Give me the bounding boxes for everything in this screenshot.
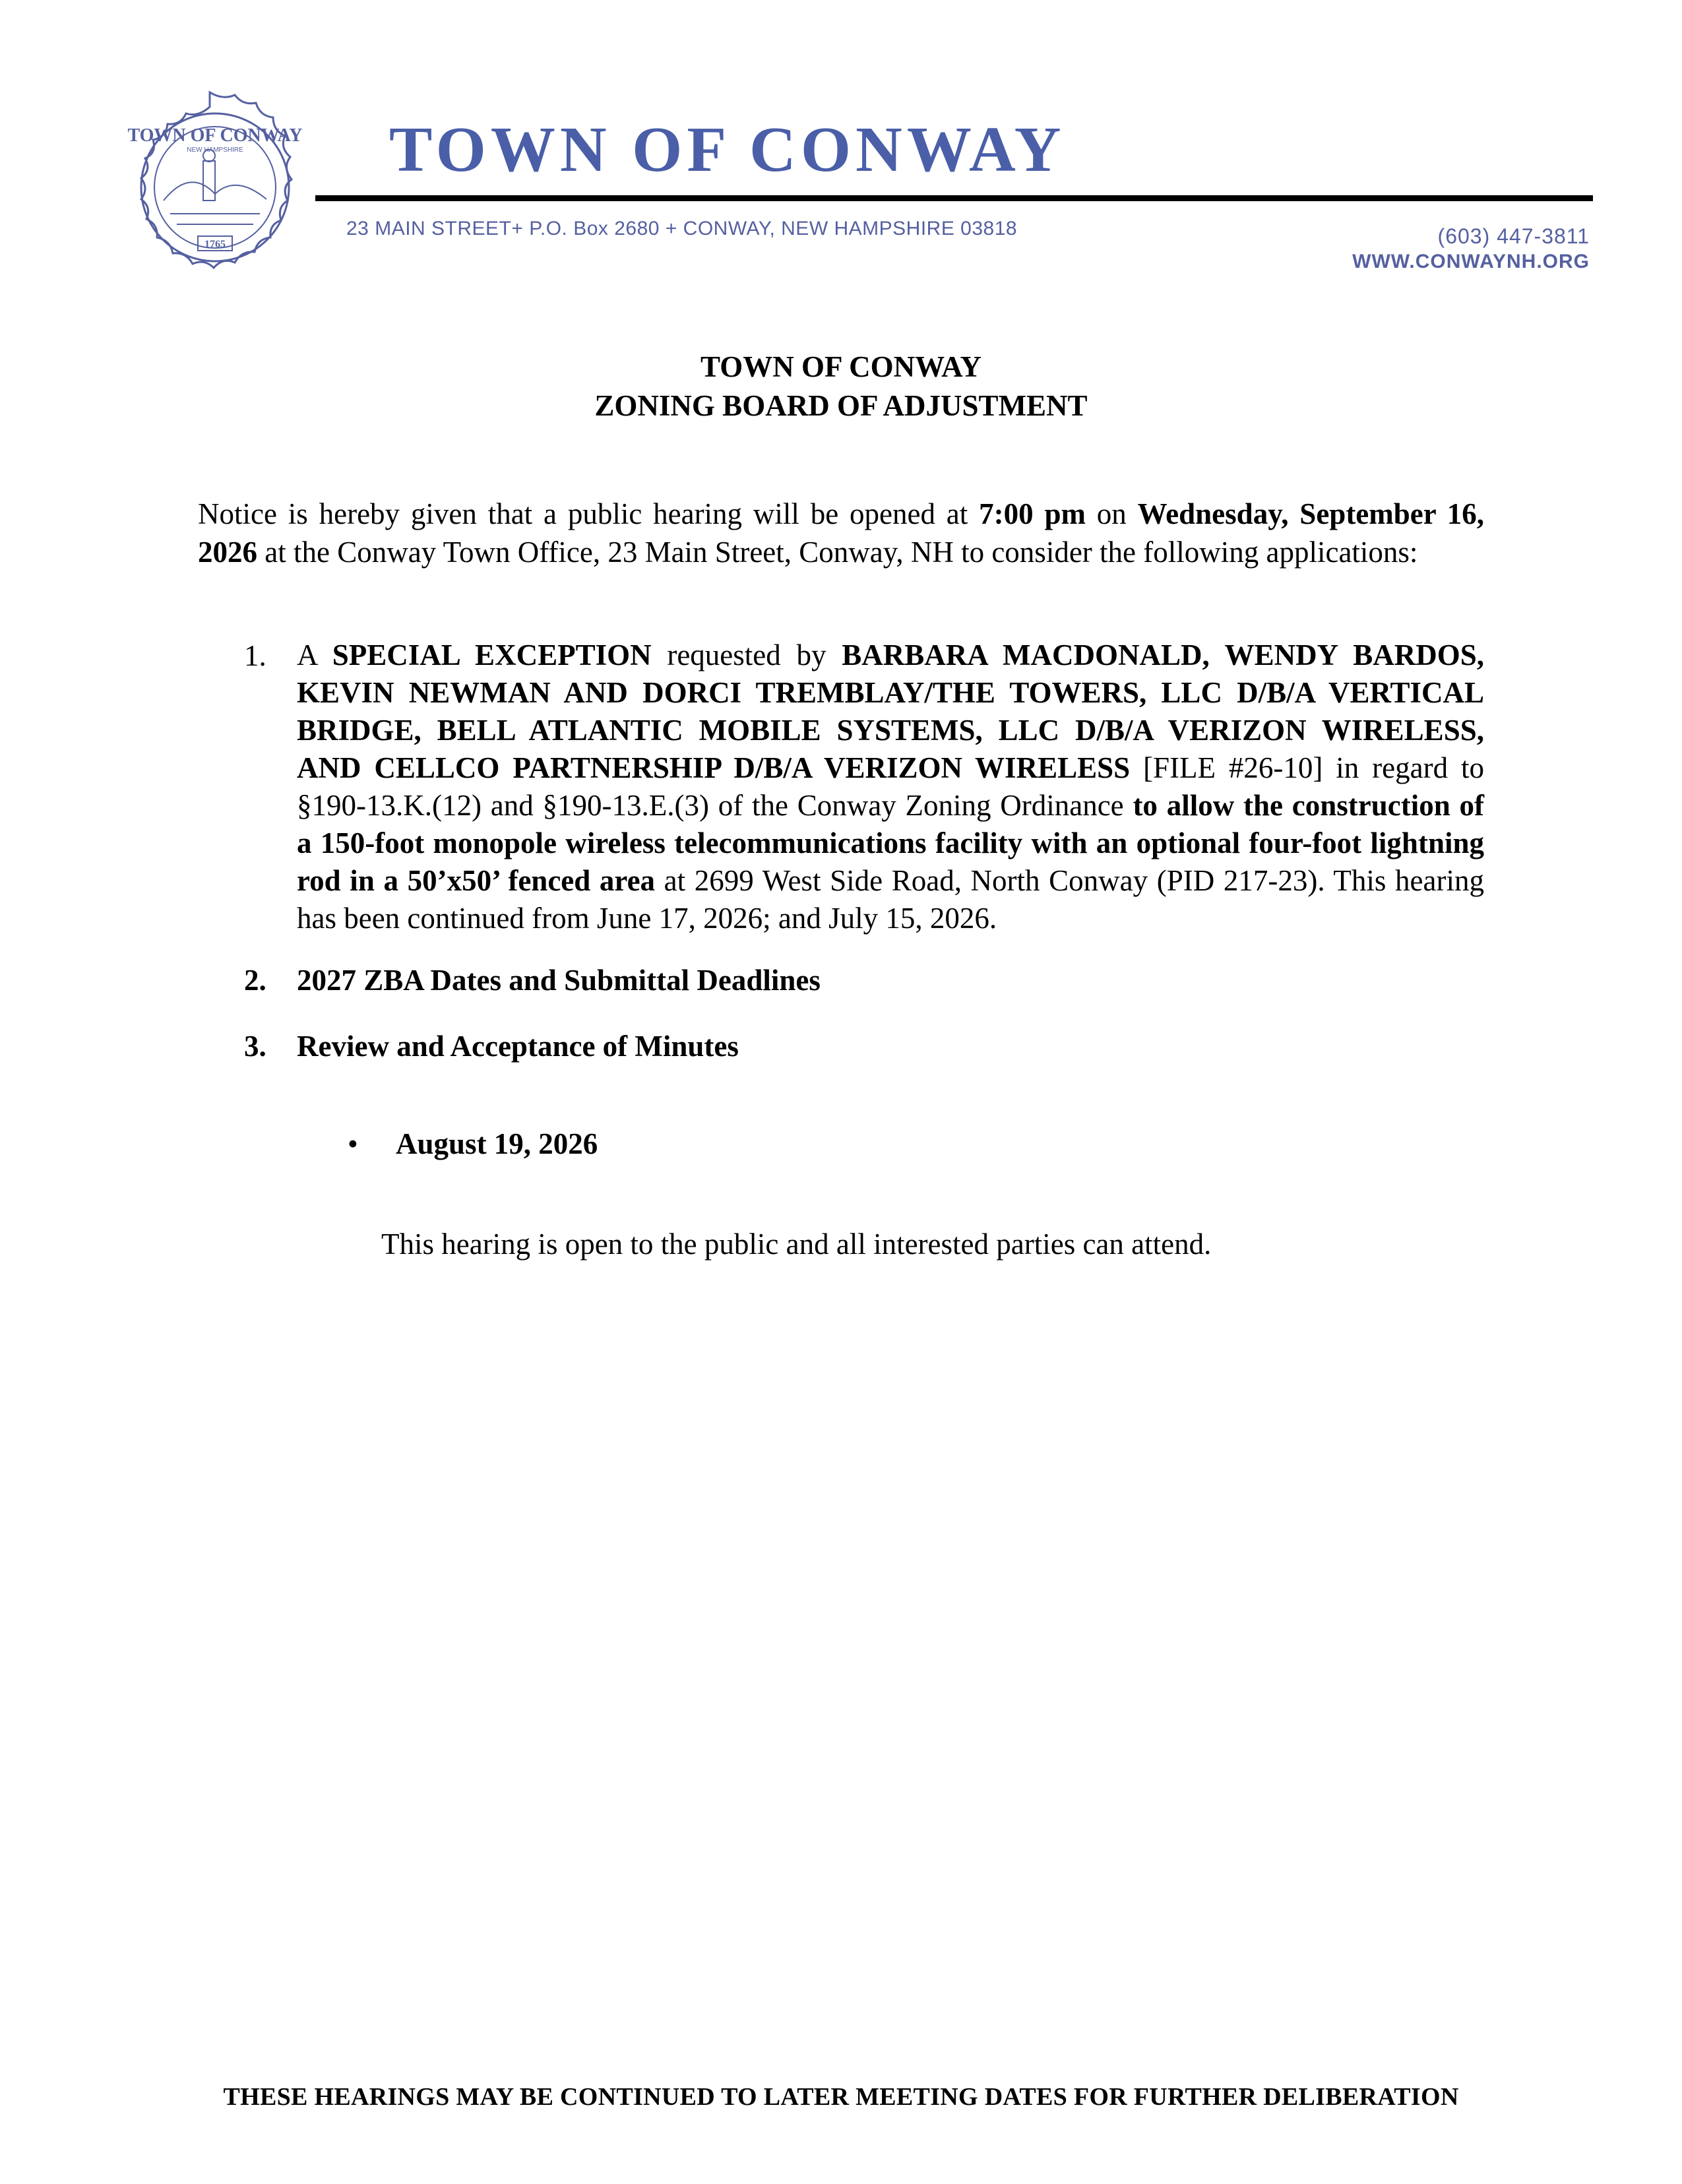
svg-text:TOWN OF CONWAY: TOWN OF CONWAY — [127, 125, 303, 146]
notice-text-1: Notice is hereby given that a public hearing will be opened at — [198, 497, 980, 530]
item-1-purpose: to allow the construction of a 150-foot monopole wireless telecommunications facility with an optional four-foot lightning rod in a 50’x50’ fenced area — [297, 789, 1484, 897]
town-phone: (603) 447-3811 — [1437, 224, 1590, 248]
notice-heading-board: ZONING BOARD OF ADJUSTMENT — [594, 389, 1088, 422]
item-1-location: at 2699 West Side Road, North Conway (PID 217-23). This hearing has been continued from June 17, 2026; and July 15, 2026. — [297, 864, 1484, 935]
item-1-a: A — [297, 639, 332, 671]
item-3-text: Review and Acceptance of Minutes — [297, 1030, 739, 1063]
item-1-number: 1. — [244, 639, 266, 672]
notice-text-2: on — [1085, 497, 1138, 530]
town-seal-icon — [104, 88, 315, 299]
notice-text-3: at the Conway Town Office, 23 Main Street, Conway, NH to consider the following applications: — [257, 536, 1418, 569]
footer-notice: THESE HEARINGS MAY BE CONTINUED TO LATER MEETING DATES FOR FURTHER DELIBERATION — [223, 2083, 1459, 2111]
notice-date: Wednesday, September 16, 2026 — [198, 497, 1485, 569]
town-title: TOWN OF CONWAY — [389, 114, 1066, 185]
minutes-date: August 19, 2026 — [396, 1127, 598, 1160]
item-1-type: SPECIAL EXCEPTION — [332, 639, 652, 671]
town-address: 23 MAIN STREET+ P.O. Box 2680 + CONWAY, NEW HAMPSHIRE 03818 — [346, 218, 1018, 239]
closing-statement: This hearing is open to the public and all interested parties can attend. — [381, 1228, 1212, 1261]
item-1-text — [297, 637, 1484, 937]
item-1-file: [FILE #26-10] in regard to §190-13.K.(12) and §190-13.E.(3) of the Conway Zoning Ordinance — [297, 751, 1484, 822]
bullet-icon: • — [348, 1127, 358, 1160]
svg-text:1765: 1765 — [204, 239, 226, 250]
header-divider — [315, 195, 1593, 201]
item-3-number: 3. — [244, 1030, 266, 1063]
item-2-text: 2027 ZBA Dates and Submittal Deadlines — [297, 964, 821, 997]
item-1-requested-by: requested by — [651, 639, 842, 671]
svg-text:NEW HAMPSHIRE: NEW HAMPSHIRE — [187, 146, 243, 154]
notice-time: 7:00 pm — [979, 497, 1086, 530]
notice-paragraph — [198, 495, 1484, 571]
item-1-applicants: BARBARA MACDONALD, WENDY BARDOS, KEVIN NEWMAN AND DORCI TREMBLAY/THE TOWERS, LLC D/B/A VERTICAL BRIDGE, BELL ATLANTIC MOBILE SYSTEMS, LLC D/B/A VERIZON WIRELESS, AND CELLCO PARTNERSHIP D/B/A VERIZON WIRELESS — [297, 639, 1484, 784]
town-seal — [104, 88, 315, 299]
notice-heading-town: TOWN OF CONWAY — [701, 350, 981, 383]
item-2-number: 2. — [244, 964, 266, 997]
town-website: WWW.CONWAYNH.ORG — [1352, 251, 1590, 272]
